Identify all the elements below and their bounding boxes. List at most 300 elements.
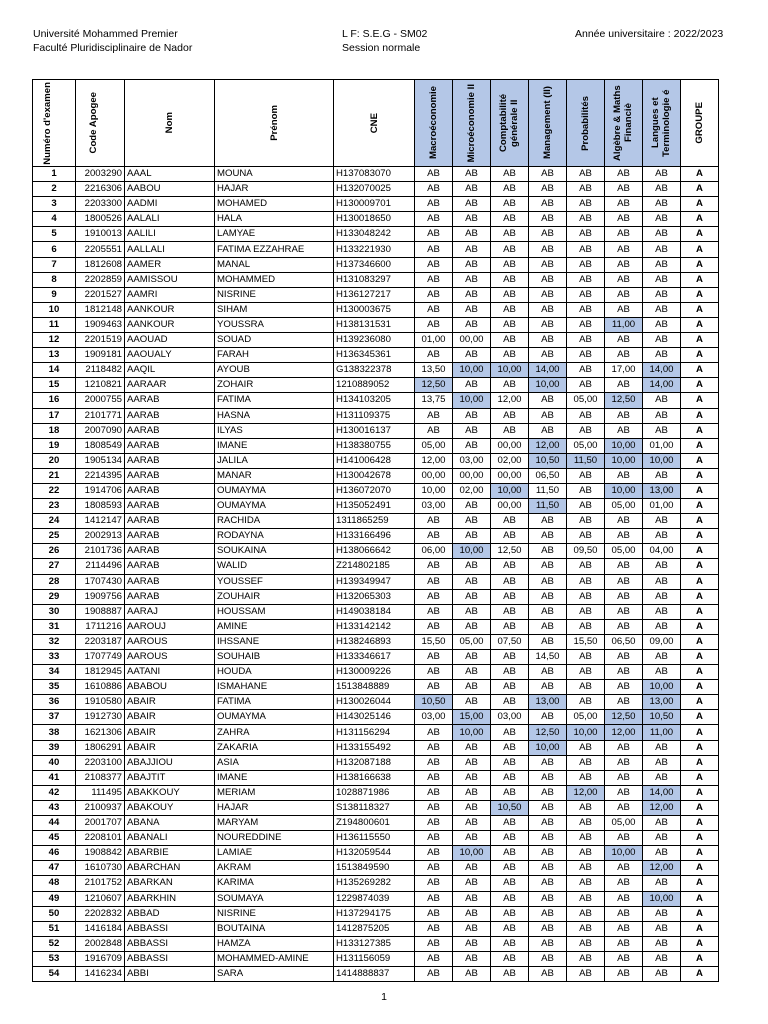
table-row <box>33 348 719 363</box>
cne-cell: H135052491 <box>334 499 415 514</box>
table-row <box>33 227 719 242</box>
grade-cell: AB <box>415 861 453 876</box>
apogee-code-cell: 2000755 <box>76 393 125 408</box>
grade-cell: 12,50 <box>491 544 529 559</box>
grade-cell: AB <box>643 966 681 981</box>
cne-cell: H131156294 <box>334 725 415 740</box>
prenom-cell: ZOUHAIR <box>215 589 334 604</box>
grade-cell: AB <box>453 770 491 785</box>
table-row <box>33 574 719 589</box>
apogee-code-cell: 2208101 <box>76 831 125 846</box>
nom-cell: AALALI <box>125 212 215 227</box>
grade-cell: AB <box>605 861 643 876</box>
grade-cell: 10,00 <box>643 891 681 906</box>
groupe-cell: A <box>681 770 719 785</box>
prenom-cell: MERIAM <box>215 785 334 800</box>
cne-cell: H139349947 <box>334 574 415 589</box>
nom-cell: AANKOUR <box>125 302 215 317</box>
grade-cell: AB <box>529 423 567 438</box>
nom-cell: ABARCHAN <box>125 861 215 876</box>
grade-cell: 10,00 <box>491 483 529 498</box>
apogee-code-cell: 2002913 <box>76 529 125 544</box>
nom-cell: AAROUJ <box>125 619 215 634</box>
grade-cell: 05,00 <box>415 438 453 453</box>
table-row <box>33 197 719 212</box>
grade-cell: 12,50 <box>605 393 643 408</box>
grade-cell: 00,00 <box>491 468 529 483</box>
grade-cell: AB <box>453 966 491 981</box>
grade-cell: 10,00 <box>491 363 529 378</box>
grade-cell: AB <box>567 257 605 272</box>
grade-cell: AB <box>567 242 605 257</box>
grade-cell: AB <box>491 650 529 665</box>
prenom-cell: AMINE <box>215 619 334 634</box>
grade-cell: AB <box>415 257 453 272</box>
groupe-cell: A <box>681 921 719 936</box>
groupe-cell: A <box>681 393 719 408</box>
grade-cell: AB <box>643 876 681 891</box>
cne-cell: H130026044 <box>334 695 415 710</box>
grade-cell: AB <box>491 740 529 755</box>
prenom-cell: HAMZA <box>215 936 334 951</box>
nom-cell: ABAIR <box>125 740 215 755</box>
grade-cell: AB <box>567 468 605 483</box>
apogee-code-cell: 2201519 <box>76 333 125 348</box>
table-row <box>33 453 719 468</box>
nom-cell: AALLALI <box>125 242 215 257</box>
grade-cell: AB <box>643 272 681 287</box>
groupe-cell: A <box>681 725 719 740</box>
prenom-cell: SOUMAYA <box>215 891 334 906</box>
table-row <box>33 559 719 574</box>
grade-cell: AB <box>453 499 491 514</box>
grade-cell: AB <box>453 906 491 921</box>
grade-cell: 10,00 <box>643 453 681 468</box>
table-row <box>33 287 719 302</box>
exam-number-cell: 10 <box>33 302 76 317</box>
grade-cell: AB <box>567 680 605 695</box>
groupe-cell: A <box>681 499 719 514</box>
grade-cell: 01,00 <box>643 499 681 514</box>
cne-cell: 1210889052 <box>334 378 415 393</box>
prenom-cell: IMANE <box>215 770 334 785</box>
grade-cell: AB <box>567 182 605 197</box>
apogee-code-cell: 2203300 <box>76 197 125 212</box>
grade-cell: AB <box>415 951 453 966</box>
grade-cell: AB <box>567 499 605 514</box>
cne-cell: H138066642 <box>334 544 415 559</box>
apogee-code-cell: 1908842 <box>76 846 125 861</box>
groupe-cell: A <box>681 559 719 574</box>
exam-number-cell: 38 <box>33 725 76 740</box>
apogee-code-cell: 1912730 <box>76 710 125 725</box>
grade-cell: 10,00 <box>415 483 453 498</box>
grade-cell: AB <box>643 212 681 227</box>
apogee-code-cell: 2203187 <box>76 634 125 649</box>
groupe-cell: A <box>681 257 719 272</box>
cne-cell: H137083070 <box>334 167 415 182</box>
grade-cell: AB <box>491 317 529 332</box>
prenom-cell: MOUNA <box>215 167 334 182</box>
grade-cell: AB <box>453 257 491 272</box>
prenom-cell: SOUAD <box>215 333 334 348</box>
groupe-cell: A <box>681 800 719 815</box>
table-row <box>33 710 719 725</box>
prenom-cell: FATIMA EZZAHRAE <box>215 242 334 257</box>
grade-cell: AB <box>567 619 605 634</box>
grade-cell: AB <box>491 182 529 197</box>
grade-cell: 01,00 <box>643 438 681 453</box>
table-row <box>33 212 719 227</box>
grade-cell: AB <box>643 317 681 332</box>
exam-number-cell: 19 <box>33 438 76 453</box>
apogee-code-cell: 1910580 <box>76 695 125 710</box>
grade-cell: 04,00 <box>643 544 681 559</box>
exam-number-cell: 27 <box>33 559 76 574</box>
col-header-probabilites: Probabilités <box>567 80 605 167</box>
grade-cell: AB <box>453 891 491 906</box>
table-row <box>33 816 719 831</box>
nom-cell: ABAJTIT <box>125 770 215 785</box>
nom-cell: AARAB <box>125 499 215 514</box>
grade-cell: AB <box>605 333 643 348</box>
exam-number-cell: 35 <box>33 680 76 695</box>
grade-cell: AB <box>529 227 567 242</box>
nom-cell: AAOUALY <box>125 348 215 363</box>
grade-cell: AB <box>453 876 491 891</box>
grade-cell: AB <box>491 167 529 182</box>
apogee-code-cell: 1800526 <box>76 212 125 227</box>
groupe-cell: A <box>681 740 719 755</box>
exam-number-cell: 3 <box>33 197 76 212</box>
grade-cell: AB <box>529 936 567 951</box>
prenom-cell: HAJAR <box>215 182 334 197</box>
grade-cell: AB <box>567 348 605 363</box>
grade-cell: AB <box>529 182 567 197</box>
table-row <box>33 589 719 604</box>
grade-cell: AB <box>605 529 643 544</box>
nom-cell: AARAB <box>125 453 215 468</box>
grade-cell: AB <box>491 529 529 544</box>
grade-cell: AB <box>491 846 529 861</box>
grade-cell: 05,00 <box>605 499 643 514</box>
grade-cell: 15,50 <box>567 634 605 649</box>
grade-cell: AB <box>529 861 567 876</box>
prenom-cell: KARIMA <box>215 876 334 891</box>
apogee-code-cell: 1909181 <box>76 348 125 363</box>
grade-cell: AB <box>567 287 605 302</box>
grade-cell: AB <box>605 755 643 770</box>
grade-cell: AB <box>643 770 681 785</box>
exam-number-cell: 14 <box>33 363 76 378</box>
grade-cell: 10,00 <box>643 680 681 695</box>
cne-cell: H130003675 <box>334 302 415 317</box>
groupe-cell: A <box>681 891 719 906</box>
cne-cell: H133155492 <box>334 740 415 755</box>
apogee-code-cell: 1910013 <box>76 227 125 242</box>
grade-cell: AB <box>529 831 567 846</box>
grade-cell: AB <box>415 559 453 574</box>
apogee-code-cell: 2114496 <box>76 559 125 574</box>
cne-cell: 1229874039 <box>334 891 415 906</box>
table-row <box>33 650 719 665</box>
cne-cell: H133048242 <box>334 227 415 242</box>
prenom-cell: RODAYNA <box>215 529 334 544</box>
groupe-cell: A <box>681 695 719 710</box>
grade-cell: AB <box>453 302 491 317</box>
exam-number-cell: 13 <box>33 348 76 363</box>
nom-cell: ABAIR <box>125 725 215 740</box>
grade-cell: 13,00 <box>643 695 681 710</box>
nom-cell: AAOUAD <box>125 333 215 348</box>
nom-cell: ABAKKOUY <box>125 785 215 800</box>
grade-cell: AB <box>415 800 453 815</box>
exam-number-cell: 31 <box>33 619 76 634</box>
grade-cell: AB <box>529 680 567 695</box>
prenom-cell: HOUSSAM <box>215 604 334 619</box>
groupe-cell: A <box>681 710 719 725</box>
apogee-code-cell: 2002848 <box>76 936 125 951</box>
col-header-algebre: Algèbre & Maths Financiè <box>605 80 643 167</box>
grade-cell: AB <box>415 619 453 634</box>
grade-cell: AB <box>605 604 643 619</box>
grade-cell: 07,50 <box>491 634 529 649</box>
grade-cell: AB <box>491 755 529 770</box>
table-row <box>33 695 719 710</box>
nom-cell: ABABOU <box>125 680 215 695</box>
grade-cell: AB <box>491 287 529 302</box>
apogee-code-cell: 1707430 <box>76 574 125 589</box>
grade-cell: AB <box>567 302 605 317</box>
prenom-cell: OUMAYMA <box>215 710 334 725</box>
grade-cell: AB <box>529 559 567 574</box>
groupe-cell: A <box>681 936 719 951</box>
grade-cell: AB <box>605 650 643 665</box>
grade-cell: AB <box>567 378 605 393</box>
grade-cell: AB <box>491 559 529 574</box>
grade-cell: AB <box>605 951 643 966</box>
grade-cell: AB <box>567 272 605 287</box>
page-number: 1 <box>381 991 387 1003</box>
grade-cell: 10,00 <box>453 393 491 408</box>
grade-cell: AB <box>605 302 643 317</box>
grade-cell: AB <box>643 393 681 408</box>
grade-cell: AB <box>453 272 491 287</box>
table-row <box>33 333 719 348</box>
exam-number-cell: 12 <box>33 333 76 348</box>
exam-number-cell: 23 <box>33 499 76 514</box>
university-name: Université Mohammed Premier <box>33 28 178 40</box>
grade-cell: AB <box>415 197 453 212</box>
table-row <box>33 378 719 393</box>
prenom-cell: ZAKARIA <box>215 740 334 755</box>
groupe-cell: A <box>681 544 719 559</box>
grade-cell: AB <box>415 589 453 604</box>
groupe-cell: A <box>681 182 719 197</box>
grade-cell: 00,00 <box>453 333 491 348</box>
apogee-code-cell: 2203100 <box>76 755 125 770</box>
prenom-cell: AKRAM <box>215 861 334 876</box>
grade-cell: AB <box>643 650 681 665</box>
grade-cell: AB <box>643 831 681 846</box>
grade-cell: 10,50 <box>415 695 453 710</box>
grade-cell: AB <box>453 589 491 604</box>
grade-cell: 14,00 <box>643 785 681 800</box>
grade-cell: AB <box>643 755 681 770</box>
grade-cell: AB <box>453 348 491 363</box>
grade-cell: 14,00 <box>529 363 567 378</box>
nom-cell: ABANALI <box>125 831 215 846</box>
grade-cell: 10,00 <box>529 378 567 393</box>
prenom-cell: IMANE <box>215 438 334 453</box>
table-row <box>33 876 719 891</box>
grade-cell: AB <box>529 333 567 348</box>
grade-cell: 06,50 <box>605 634 643 649</box>
grade-cell: AB <box>415 755 453 770</box>
grade-cell: AB <box>415 876 453 891</box>
grade-cell: AB <box>491 197 529 212</box>
exam-number-cell: 15 <box>33 378 76 393</box>
grade-cell: AB <box>415 785 453 800</box>
grade-cell: AB <box>529 408 567 423</box>
table-row <box>33 499 719 514</box>
prenom-cell: NOUREDDINE <box>215 831 334 846</box>
prenom-cell: ASIA <box>215 755 334 770</box>
groupe-cell: A <box>681 453 719 468</box>
nom-cell: AARAB <box>125 544 215 559</box>
grade-cell: AB <box>643 921 681 936</box>
grade-cell: AB <box>605 906 643 921</box>
apogee-code-cell: 2101771 <box>76 408 125 423</box>
grade-cell: 00,00 <box>415 468 453 483</box>
prenom-cell: SARA <box>215 966 334 981</box>
cne-cell: H136127217 <box>334 287 415 302</box>
grade-cell: AB <box>567 529 605 544</box>
exam-number-cell: 43 <box>33 800 76 815</box>
grade-cell: AB <box>605 378 643 393</box>
nom-cell: ABBASSI <box>125 921 215 936</box>
groupe-cell: A <box>681 619 719 634</box>
grade-cell: AB <box>529 242 567 257</box>
grade-cell: AB <box>491 604 529 619</box>
apogee-code-cell: 1806291 <box>76 740 125 755</box>
cne-cell: H137294175 <box>334 906 415 921</box>
col-header-nom: Nom <box>125 80 215 167</box>
grade-cell: AB <box>453 816 491 831</box>
grade-cell: AB <box>491 966 529 981</box>
exam-number-cell: 37 <box>33 710 76 725</box>
groupe-cell: A <box>681 634 719 649</box>
exam-number-cell: 18 <box>33 423 76 438</box>
grade-cell: AB <box>567 816 605 831</box>
groupe-cell: A <box>681 876 719 891</box>
grade-cell: 10,00 <box>567 725 605 740</box>
groupe-cell: A <box>681 212 719 227</box>
exam-number-cell: 42 <box>33 785 76 800</box>
grade-cell: AB <box>453 182 491 197</box>
grade-cell: 17,00 <box>605 363 643 378</box>
exam-number-cell: 47 <box>33 861 76 876</box>
cne-cell: H138246893 <box>334 634 415 649</box>
grade-cell: AB <box>529 589 567 604</box>
grade-cell: AB <box>643 589 681 604</box>
apogee-code-cell: 2003290 <box>76 167 125 182</box>
apogee-code-cell: 2205551 <box>76 242 125 257</box>
table-row <box>33 423 719 438</box>
table-row <box>33 317 719 332</box>
grade-cell: AB <box>415 574 453 589</box>
table-row <box>33 272 719 287</box>
grade-cell: AB <box>529 846 567 861</box>
grade-cell: AB <box>567 891 605 906</box>
grade-cell: AB <box>491 951 529 966</box>
grade-cell: 03,00 <box>491 710 529 725</box>
col-header-management: Management (II) <box>529 80 567 167</box>
apogee-code-cell: 1416184 <box>76 921 125 936</box>
grade-cell: AB <box>605 740 643 755</box>
groupe-cell: A <box>681 363 719 378</box>
grade-cell: AB <box>643 936 681 951</box>
grade-cell: 13,75 <box>415 393 453 408</box>
cne-cell: H130018650 <box>334 212 415 227</box>
prenom-cell: RACHIDA <box>215 514 334 529</box>
grade-cell: 10,00 <box>605 438 643 453</box>
prenom-cell: ZOHAIR <box>215 378 334 393</box>
nom-cell: AARAB <box>125 393 215 408</box>
grade-cell: AB <box>605 785 643 800</box>
exam-number-cell: 16 <box>33 393 76 408</box>
groupe-cell: A <box>681 966 719 981</box>
apogee-code-cell: 1610886 <box>76 680 125 695</box>
grade-cell: AB <box>605 966 643 981</box>
exam-number-cell: 54 <box>33 966 76 981</box>
grade-cell: AB <box>491 242 529 257</box>
prenom-cell: SIHAM <box>215 302 334 317</box>
exam-number-cell: 17 <box>33 408 76 423</box>
grade-cell: 10,50 <box>643 710 681 725</box>
prenom-cell: FARAH <box>215 348 334 363</box>
apogee-code-cell: 1412147 <box>76 514 125 529</box>
grade-cell: 00,00 <box>491 438 529 453</box>
grade-cell: AB <box>415 725 453 740</box>
nom-cell: AATANI <box>125 665 215 680</box>
grade-cell: AB <box>567 665 605 680</box>
table-row <box>33 242 719 257</box>
prenom-cell: MOHAMMED <box>215 272 334 287</box>
grade-cell: AB <box>491 589 529 604</box>
cne-cell: S138118327 <box>334 800 415 815</box>
nom-cell: AARAB <box>125 529 215 544</box>
groupe-cell: A <box>681 167 719 182</box>
cne-cell: 1414888837 <box>334 966 415 981</box>
grade-cell: 03,00 <box>453 453 491 468</box>
nom-cell: AARAAR <box>125 378 215 393</box>
grade-cell: AB <box>567 740 605 755</box>
apogee-code-cell: 1621306 <box>76 725 125 740</box>
grade-cell: AB <box>567 423 605 438</box>
grade-cell: 09,50 <box>567 544 605 559</box>
nom-cell: AARAB <box>125 408 215 423</box>
grade-cell: 10,00 <box>453 725 491 740</box>
grade-cell: AB <box>605 197 643 212</box>
grade-cell: AB <box>453 197 491 212</box>
nom-cell: ABBAD <box>125 906 215 921</box>
cne-cell: H136115550 <box>334 831 415 846</box>
groupe-cell: A <box>681 846 719 861</box>
grade-cell: AB <box>415 212 453 227</box>
grade-cell: AB <box>491 725 529 740</box>
grade-cell: AB <box>567 861 605 876</box>
